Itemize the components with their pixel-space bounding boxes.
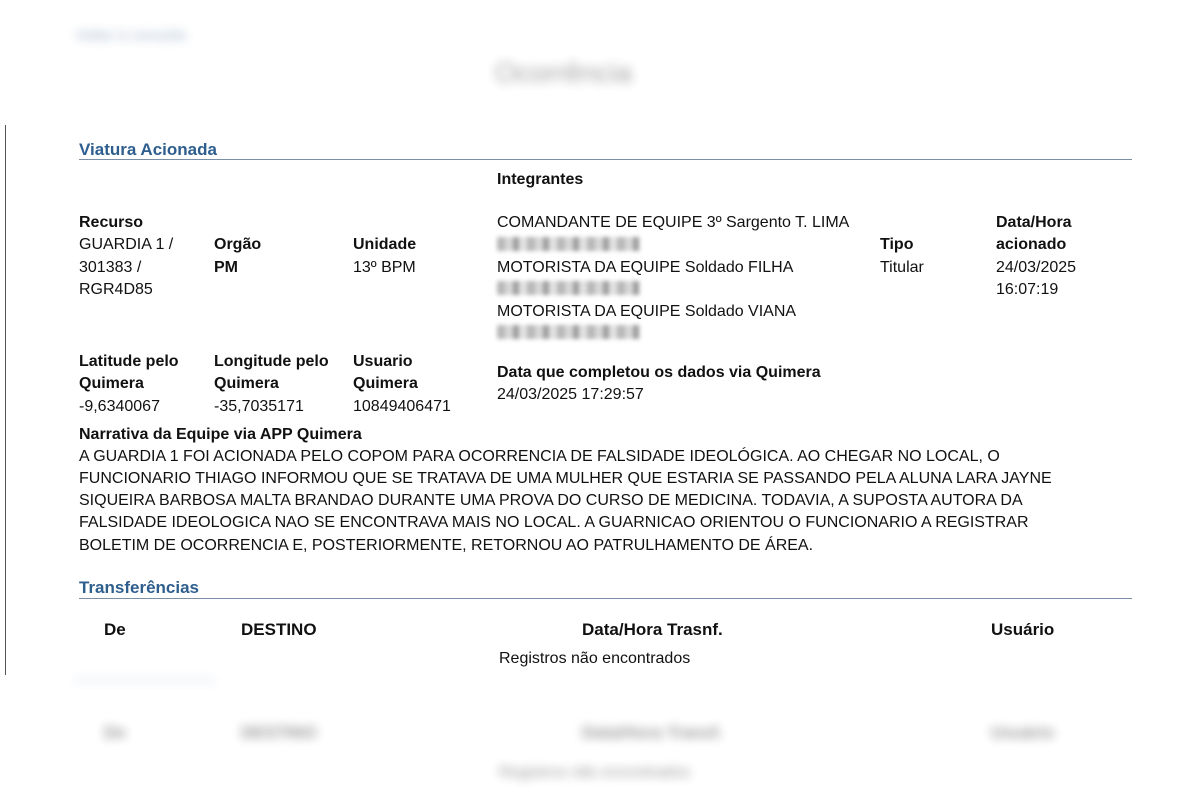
usuario-label-line-1: Usuario — [353, 353, 413, 370]
integrante-1: COMANDANTE DE EQUIPE 3º Sargento T. LIMA — [497, 214, 850, 231]
back-link[interactable]: Voltar à consulta — [75, 27, 186, 44]
narrativa-line-5: BOLETIM DE OCORRENCIA E, POSTERIORMENTE, RETORNOU AO PATRULHAMENTO DE ÁREA. — [79, 537, 814, 554]
column-header-usuario: Usuário — [991, 620, 1055, 639]
column-header-data-hora: Data/Hora Trasnf. — [582, 620, 723, 639]
redacted-id-2 — [497, 281, 640, 295]
redacted-id-3 — [497, 325, 640, 339]
integrante-3: MOTORISTA DA EQUIPE Soldado VIANA — [497, 303, 797, 320]
completou-label: Data que completou os dados via Quimera — [497, 364, 821, 381]
data-hora-time: 16:07:19 — [996, 281, 1059, 298]
longitude-label-line-2: Quimera — [214, 375, 279, 392]
integrante-2: MOTORISTA DA EQUIPE Soldado FILHA — [497, 259, 794, 276]
column-header-destino: DESTINO — [241, 620, 317, 639]
blurred-empty-message: Registros não encontrados — [499, 764, 691, 781]
empty-message: Registros não encontrados — [499, 650, 691, 667]
blurred-divider — [75, 680, 215, 681]
blurred-column-usuario: Usuário — [991, 723, 1055, 742]
latitude-value: -9,6340067 — [79, 398, 160, 415]
latitude-label-line-2: Quimera — [79, 375, 144, 392]
usuario-label-line-2: Quimera — [353, 375, 418, 392]
usuario-value: 10849406471 — [353, 398, 451, 415]
blurred-column-de: De — [104, 723, 126, 742]
blurred-column-destino: DESTINO — [241, 723, 317, 742]
narrativa-line-1: A GUARDIA 1 FOI ACIONADA PELO COPOM PARA OCORRENCIA DE FALSIDADE IDEOLÓGICA. AO CHEGAR NO LOCAL, O — [79, 448, 1000, 465]
column-header-de: De — [104, 620, 126, 639]
narrativa-line-2: FUNCIONARIO THIAGO INFORMOU QUE SE TRATAVA DE UMA MULHER QUE ESTARIA SE PASSANDO PELA ALUNA LARA JAYNE — [79, 470, 1052, 487]
longitude-label-line-1: Longitude pelo — [214, 353, 329, 370]
section-title-viatura: Viatura Acionada — [79, 140, 217, 159]
section-divider — [79, 159, 1132, 160]
recurso-label: Recurso — [79, 214, 144, 231]
narrativa-line-3: SIQUEIRA BARBOSA MALTA BRANDAO DURANTE UMA PROVA DO CURSO DE MEDICINA. TODAVIA, A SUPOSTA AUTORA DA — [79, 492, 1023, 509]
tipo-value: Titular — [880, 259, 924, 276]
data-hora-label-line-2: acionado — [996, 236, 1067, 253]
longitude-value: -35,7035171 — [214, 398, 304, 415]
latitude-label-line-1: Latitude pelo — [79, 353, 179, 370]
blurred-column-data-hora: Data/Hora Transf. — [582, 723, 723, 742]
recurso-value-line-1: GUARDIA 1 / — [79, 236, 174, 253]
section-divider — [79, 598, 1132, 599]
tipo-label: Tipo — [880, 236, 914, 253]
left-border — [5, 125, 6, 675]
recurso-value-line-2: 301383 / — [79, 259, 142, 276]
narrativa-label: Narrativa da Equipe via APP Quimera — [79, 426, 362, 443]
recurso-value-line-3: RGR4D85 — [79, 281, 153, 298]
completou-value: 24/03/2025 17:29:57 — [497, 386, 644, 403]
page-title: Ocorrência — [495, 57, 632, 88]
unidade-value: 13º BPM — [353, 259, 416, 276]
data-hora-date: 24/03/2025 — [996, 259, 1077, 276]
orgao-value: PM — [214, 259, 238, 276]
narrativa-line-4: FALSIDADE IDEOLOGICA NAO SE ENCONTRAVA MAIS NO LOCAL. A GUARNICAO ORIENTOU O FUNCIONARIO A REGISTRAR — [79, 514, 1029, 531]
integrantes-header: Integrantes — [497, 171, 584, 188]
unidade-label: Unidade — [353, 236, 417, 253]
section-title-transferencias: Transferências — [79, 578, 200, 597]
orgao-label: Orgão — [214, 236, 262, 253]
redacted-id-1 — [497, 237, 640, 251]
data-hora-label-line-1: Data/Hora — [996, 214, 1072, 231]
